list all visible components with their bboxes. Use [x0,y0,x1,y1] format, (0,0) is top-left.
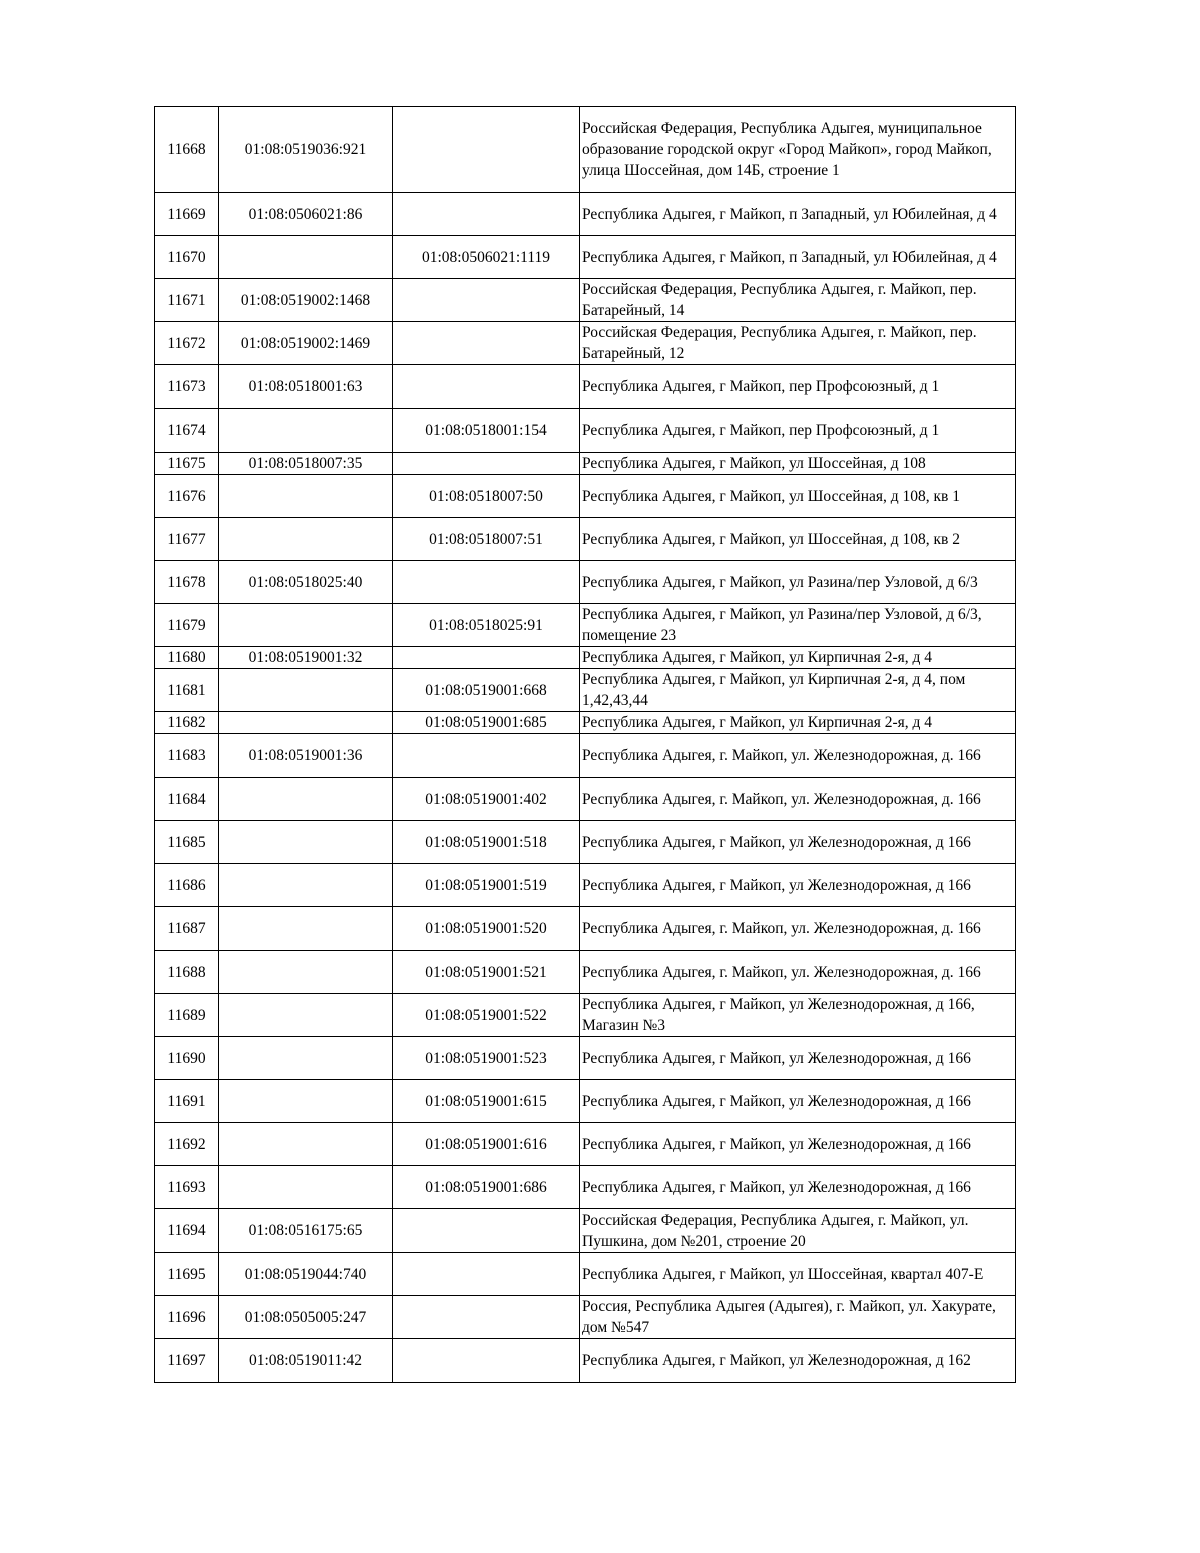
cadastral-number-cell: 01:08:0519011:42 [219,1339,393,1383]
table-row [155,1080,1016,1123]
row-number-cell: 11692 [155,1123,219,1166]
address-cell: Республика Адыгея, г Майкоп, ул Шоссейная, д 108, кв 2 [580,518,1016,561]
object-number-cell [393,561,580,604]
table-row [155,1037,1016,1080]
address-cell: Республика Адыгея, г Майкоп, ул Шоссейная, д 108 [580,453,1016,475]
cadastral-number-cell [219,604,393,647]
address-cell: Республика Адыгея, г Майкоп, ул Кирпичная 2-я, д 4 [580,712,1016,734]
table-row [155,712,1016,734]
object-number-cell: 01:08:0519001:520 [393,907,580,951]
table-row [155,279,1016,322]
row-number-cell: 11678 [155,561,219,604]
row-number-cell: 11671 [155,279,219,322]
object-number-cell [393,1253,580,1296]
cadastral-number-cell: 01:08:0519001:36 [219,734,393,778]
table-body [155,107,1016,1383]
table-row [155,647,1016,669]
address-cell: Республика Адыгея, г Майкоп, п Западный, ул Юбилейная, д 4 [580,236,1016,279]
table-row [155,107,1016,193]
address-cell: Республика Адыгея, г Майкоп, ул Железнодорожная, д 166 [580,1166,1016,1209]
cadastral-number-cell: 01:08:0506021:86 [219,193,393,236]
row-number-cell: 11682 [155,712,219,734]
cadastral-number-cell [219,669,393,712]
cadastral-number-cell [219,518,393,561]
row-number-cell: 11688 [155,951,219,994]
cadastral-number-cell: 01:08:0519001:32 [219,647,393,669]
address-cell: Республика Адыгея, г. Майкоп, ул. Железнодорожная, д. 166 [580,778,1016,821]
address-cell: Республика Адыгея, г. Майкоп, ул. Железнодорожная, д. 166 [580,951,1016,994]
table-row [155,1123,1016,1166]
row-number-cell: 11683 [155,734,219,778]
object-number-cell [393,453,580,475]
row-number-cell: 11680 [155,647,219,669]
cadastral-number-cell [219,409,393,453]
table-row [155,1339,1016,1383]
address-cell: Россия, Республика Адыгея (Адыгея), г. Майкоп, ул. Хакурате, дом №547 [580,1296,1016,1339]
address-cell: Республика Адыгея, г Майкоп, ул Железнодорожная, д 162 [580,1339,1016,1383]
cadastral-number-cell [219,712,393,734]
address-cell: Российская Федерация, Республика Адыгея, г. Майкоп, пер. Батарейный, 12 [580,322,1016,365]
row-number-cell: 11670 [155,236,219,279]
table-row [155,409,1016,453]
table-row [155,475,1016,518]
cadastral-number-cell [219,951,393,994]
object-number-cell: 01:08:0519001:518 [393,821,580,864]
row-number-cell: 11690 [155,1037,219,1080]
cadastral-number-cell: 01:08:0516175:65 [219,1209,393,1253]
object-number-cell: 01:08:0519001:519 [393,864,580,907]
object-number-cell: 01:08:0519001:616 [393,1123,580,1166]
row-number-cell: 11694 [155,1209,219,1253]
row-number-cell: 11696 [155,1296,219,1339]
address-cell: Российская Федерация, Республика Адыгея, г. Майкоп, ул. Пушкина, дом №201, строение 20 [580,1209,1016,1253]
cadastral-number-cell [219,1123,393,1166]
address-cell: Республика Адыгея, г Майкоп, ул Железнодорожная, д 166 [580,864,1016,907]
table-row [155,1209,1016,1253]
cadastral-number-cell: 01:08:0519044:740 [219,1253,393,1296]
address-cell: Республика Адыгея, г Майкоп, ул Железнодорожная, д 166 [580,1037,1016,1080]
address-cell: Республика Адыгея, г Майкоп, пер Профсоюзный, д 1 [580,365,1016,409]
address-cell: Республика Адыгея, г. Майкоп, ул. Железнодорожная, д. 166 [580,907,1016,951]
row-number-cell: 11672 [155,322,219,365]
table-row [155,365,1016,409]
cadastral-number-cell: 01:08:0519036:921 [219,107,393,193]
table-row [155,1296,1016,1339]
object-number-cell [393,1209,580,1253]
table-row [155,864,1016,907]
cadastral-number-cell [219,1166,393,1209]
table-row [155,193,1016,236]
table-row [155,1253,1016,1296]
object-number-cell [393,279,580,322]
row-number-cell: 11669 [155,193,219,236]
object-number-cell: 01:08:0506021:1119 [393,236,580,279]
table-row [155,994,1016,1037]
object-number-cell [393,1339,580,1383]
cadastral-number-cell [219,994,393,1037]
row-number-cell: 11668 [155,107,219,193]
cadastral-number-cell [219,778,393,821]
table-row [155,561,1016,604]
address-cell: Республика Адыгея, г Майкоп, ул Шоссейная, квартал 407-Е [580,1253,1016,1296]
row-number-cell: 11685 [155,821,219,864]
object-number-cell: 01:08:0518007:50 [393,475,580,518]
object-number-cell: 01:08:0519001:522 [393,994,580,1037]
row-number-cell: 11676 [155,475,219,518]
object-number-cell [393,365,580,409]
object-number-cell: 01:08:0519001:402 [393,778,580,821]
row-number-cell: 11691 [155,1080,219,1123]
table-row [155,778,1016,821]
address-cell: Республика Адыгея, г. Майкоп, ул. Железнодорожная, д. 166 [580,734,1016,778]
object-number-cell: 01:08:0519001:685 [393,712,580,734]
row-number-cell: 11674 [155,409,219,453]
object-number-cell: 01:08:0518025:91 [393,604,580,647]
table-row [155,821,1016,864]
address-cell: Республика Адыгея, г Майкоп, ул Кирпичная 2-я, д 4, пом 1,42,43,44 [580,669,1016,712]
cadastral-number-cell [219,236,393,279]
row-number-cell: 11679 [155,604,219,647]
row-number-cell: 11673 [155,365,219,409]
object-number-cell [393,734,580,778]
address-cell: Республика Адыгея, г Майкоп, ул Железнодорожная, д 166 [580,821,1016,864]
object-number-cell: 01:08:0519001:523 [393,1037,580,1080]
table-row [155,322,1016,365]
address-cell: Российская Федерация, Республика Адыгея, г. Майкоп, пер. Батарейный, 14 [580,279,1016,322]
address-cell: Республика Адыгея, г Майкоп, пер Профсоюзный, д 1 [580,409,1016,453]
address-cell: Республика Адыгея, г Майкоп, ул Разина/пер Узловой, д 6/3, помещение 23 [580,604,1016,647]
row-number-cell: 11677 [155,518,219,561]
row-number-cell: 11695 [155,1253,219,1296]
table-row [155,453,1016,475]
row-number-cell: 11686 [155,864,219,907]
object-number-cell [393,647,580,669]
row-number-cell: 11687 [155,907,219,951]
cadastral-number-cell [219,1080,393,1123]
table-row [155,669,1016,712]
cadastral-number-cell: 01:08:0518007:35 [219,453,393,475]
table-row [155,518,1016,561]
object-number-cell [393,193,580,236]
row-number-cell: 11689 [155,994,219,1037]
object-number-cell: 01:08:0519001:521 [393,951,580,994]
address-cell: Республика Адыгея, г Майкоп, ул Железнодорожная, д 166 [580,1123,1016,1166]
object-number-cell: 01:08:0519001:686 [393,1166,580,1209]
object-number-cell: 01:08:0518001:154 [393,409,580,453]
table-row [155,236,1016,279]
cadastral-number-cell [219,907,393,951]
row-number-cell: 11675 [155,453,219,475]
object-number-cell [393,107,580,193]
table-row [155,604,1016,647]
address-cell: Республика Адыгея, г Майкоп, ул Кирпичная 2-я, д 4 [580,647,1016,669]
cadastral-number-cell: 01:08:0518025:40 [219,561,393,604]
cadastral-number-cell [219,1037,393,1080]
address-cell: Республика Адыгея, г Майкоп, п Западный, ул Юбилейная, д 4 [580,193,1016,236]
table-row [155,951,1016,994]
table-row [155,907,1016,951]
address-cell: Республика Адыгея, г Майкоп, ул Железнодорожная, д 166, Магазин №3 [580,994,1016,1037]
object-number-cell: 01:08:0519001:615 [393,1080,580,1123]
table-row [155,1166,1016,1209]
cadastral-number-cell: 01:08:0519002:1468 [219,279,393,322]
cadastral-number-cell [219,475,393,518]
address-cell: Республика Адыгея, г Майкоп, ул Железнодорожная, д 166 [580,1080,1016,1123]
cadastral-number-cell [219,864,393,907]
cadastral-number-cell: 01:08:0518001:63 [219,365,393,409]
row-number-cell: 11684 [155,778,219,821]
object-number-cell: 01:08:0518007:51 [393,518,580,561]
object-number-cell: 01:08:0519001:668 [393,669,580,712]
cadastral-number-cell: 01:08:0519002:1469 [219,322,393,365]
cadastral-number-cell: 01:08:0505005:247 [219,1296,393,1339]
address-cell: Российская Федерация, Республика Адыгея, муниципальное образование городской округ «Город Майкоп», город Майкоп, улица Шоссейная, дом 14Б, строение 1 [580,107,1016,193]
row-number-cell: 11693 [155,1166,219,1209]
object-number-cell [393,322,580,365]
object-number-cell [393,1296,580,1339]
address-cell: Республика Адыгея, г Майкоп, ул Шоссейная, д 108, кв 1 [580,475,1016,518]
address-cell: Республика Адыгея, г Майкоп, ул Разина/пер Узловой, д 6/3 [580,561,1016,604]
table-row [155,734,1016,778]
row-number-cell: 11697 [155,1339,219,1383]
cadastral-number-cell [219,821,393,864]
property-registry-table [154,106,1016,1383]
row-number-cell: 11681 [155,669,219,712]
